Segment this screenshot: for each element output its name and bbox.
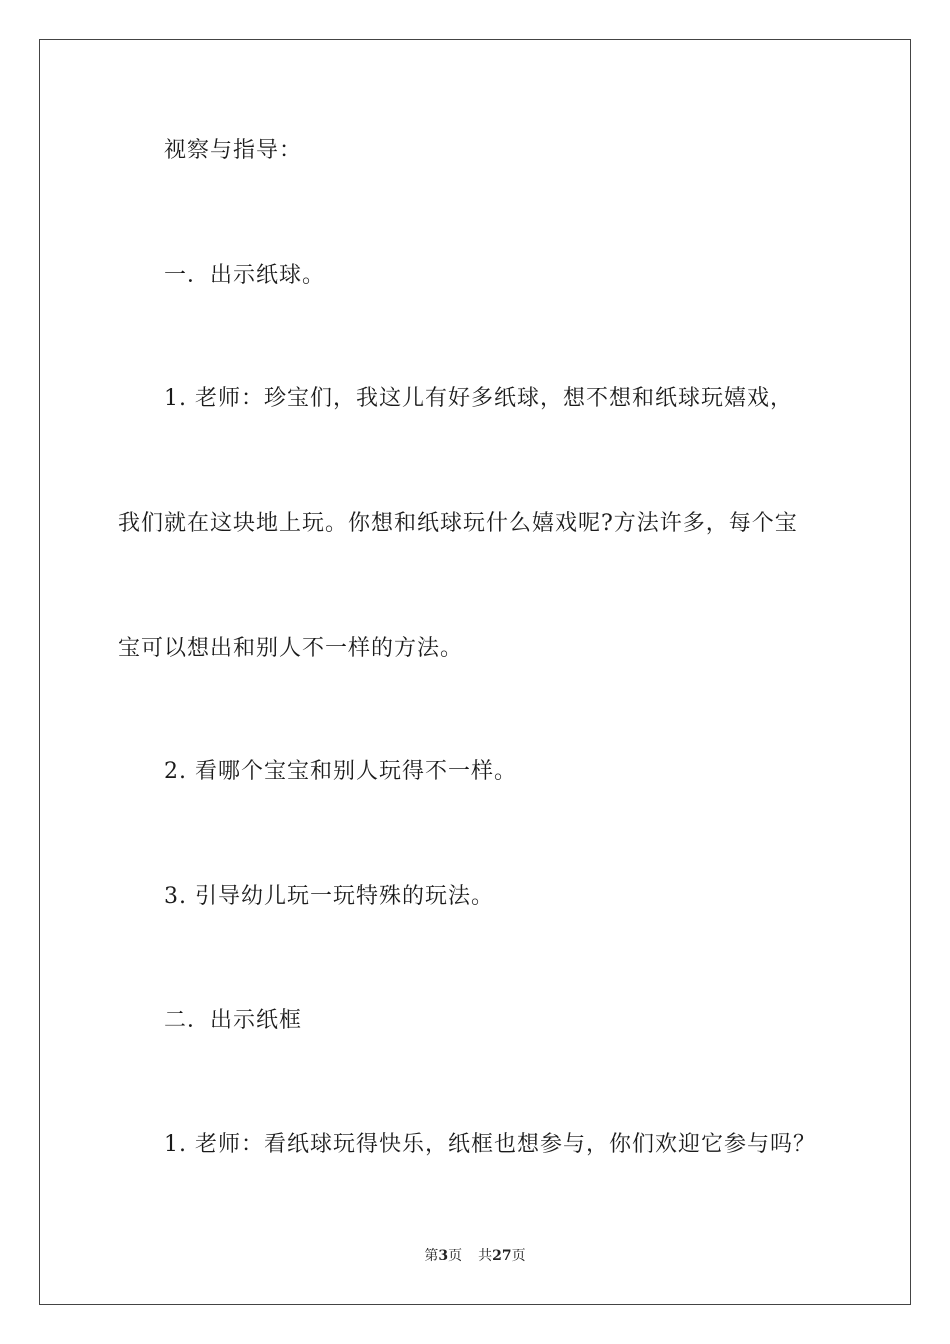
page-prefix: 第	[424, 1248, 439, 1264]
section-one-heading: 一．出示纸球。	[164, 263, 326, 288]
total-pages: 27	[492, 1248, 512, 1264]
page-border	[39, 39, 911, 1305]
paragraph-line: 1. 老师：珍宝们，我这儿有好多纸球，想不想和纸球玩嬉戏，	[164, 386, 793, 411]
total-suffix: 页	[511, 1248, 526, 1264]
list-item: 1. 老师：看纸球玩得快乐，纸框也想参与，你们欢迎它参与吗？	[164, 1132, 816, 1157]
page-suffix: 页	[448, 1248, 463, 1264]
list-item: 3. 引导幼儿玩一玩特殊的玩法。	[164, 884, 494, 909]
page-footer	[0, 1246, 950, 1266]
paragraph-line: 宝可以想出和别人不一样的方法。	[118, 636, 464, 661]
section-two-heading: 二．出示纸框	[164, 1008, 303, 1033]
page-number: 3	[438, 1248, 449, 1264]
list-item: 2. 看哪个宝宝和别人玩得不一样。	[164, 759, 517, 784]
heading-observation: 视察与指导：	[164, 138, 303, 163]
paragraph-line: 我们就在这块地上玩。你想和纸球玩什么嬉戏呢?方法许多，每个宝	[118, 511, 798, 536]
total-prefix: 共	[478, 1248, 493, 1264]
